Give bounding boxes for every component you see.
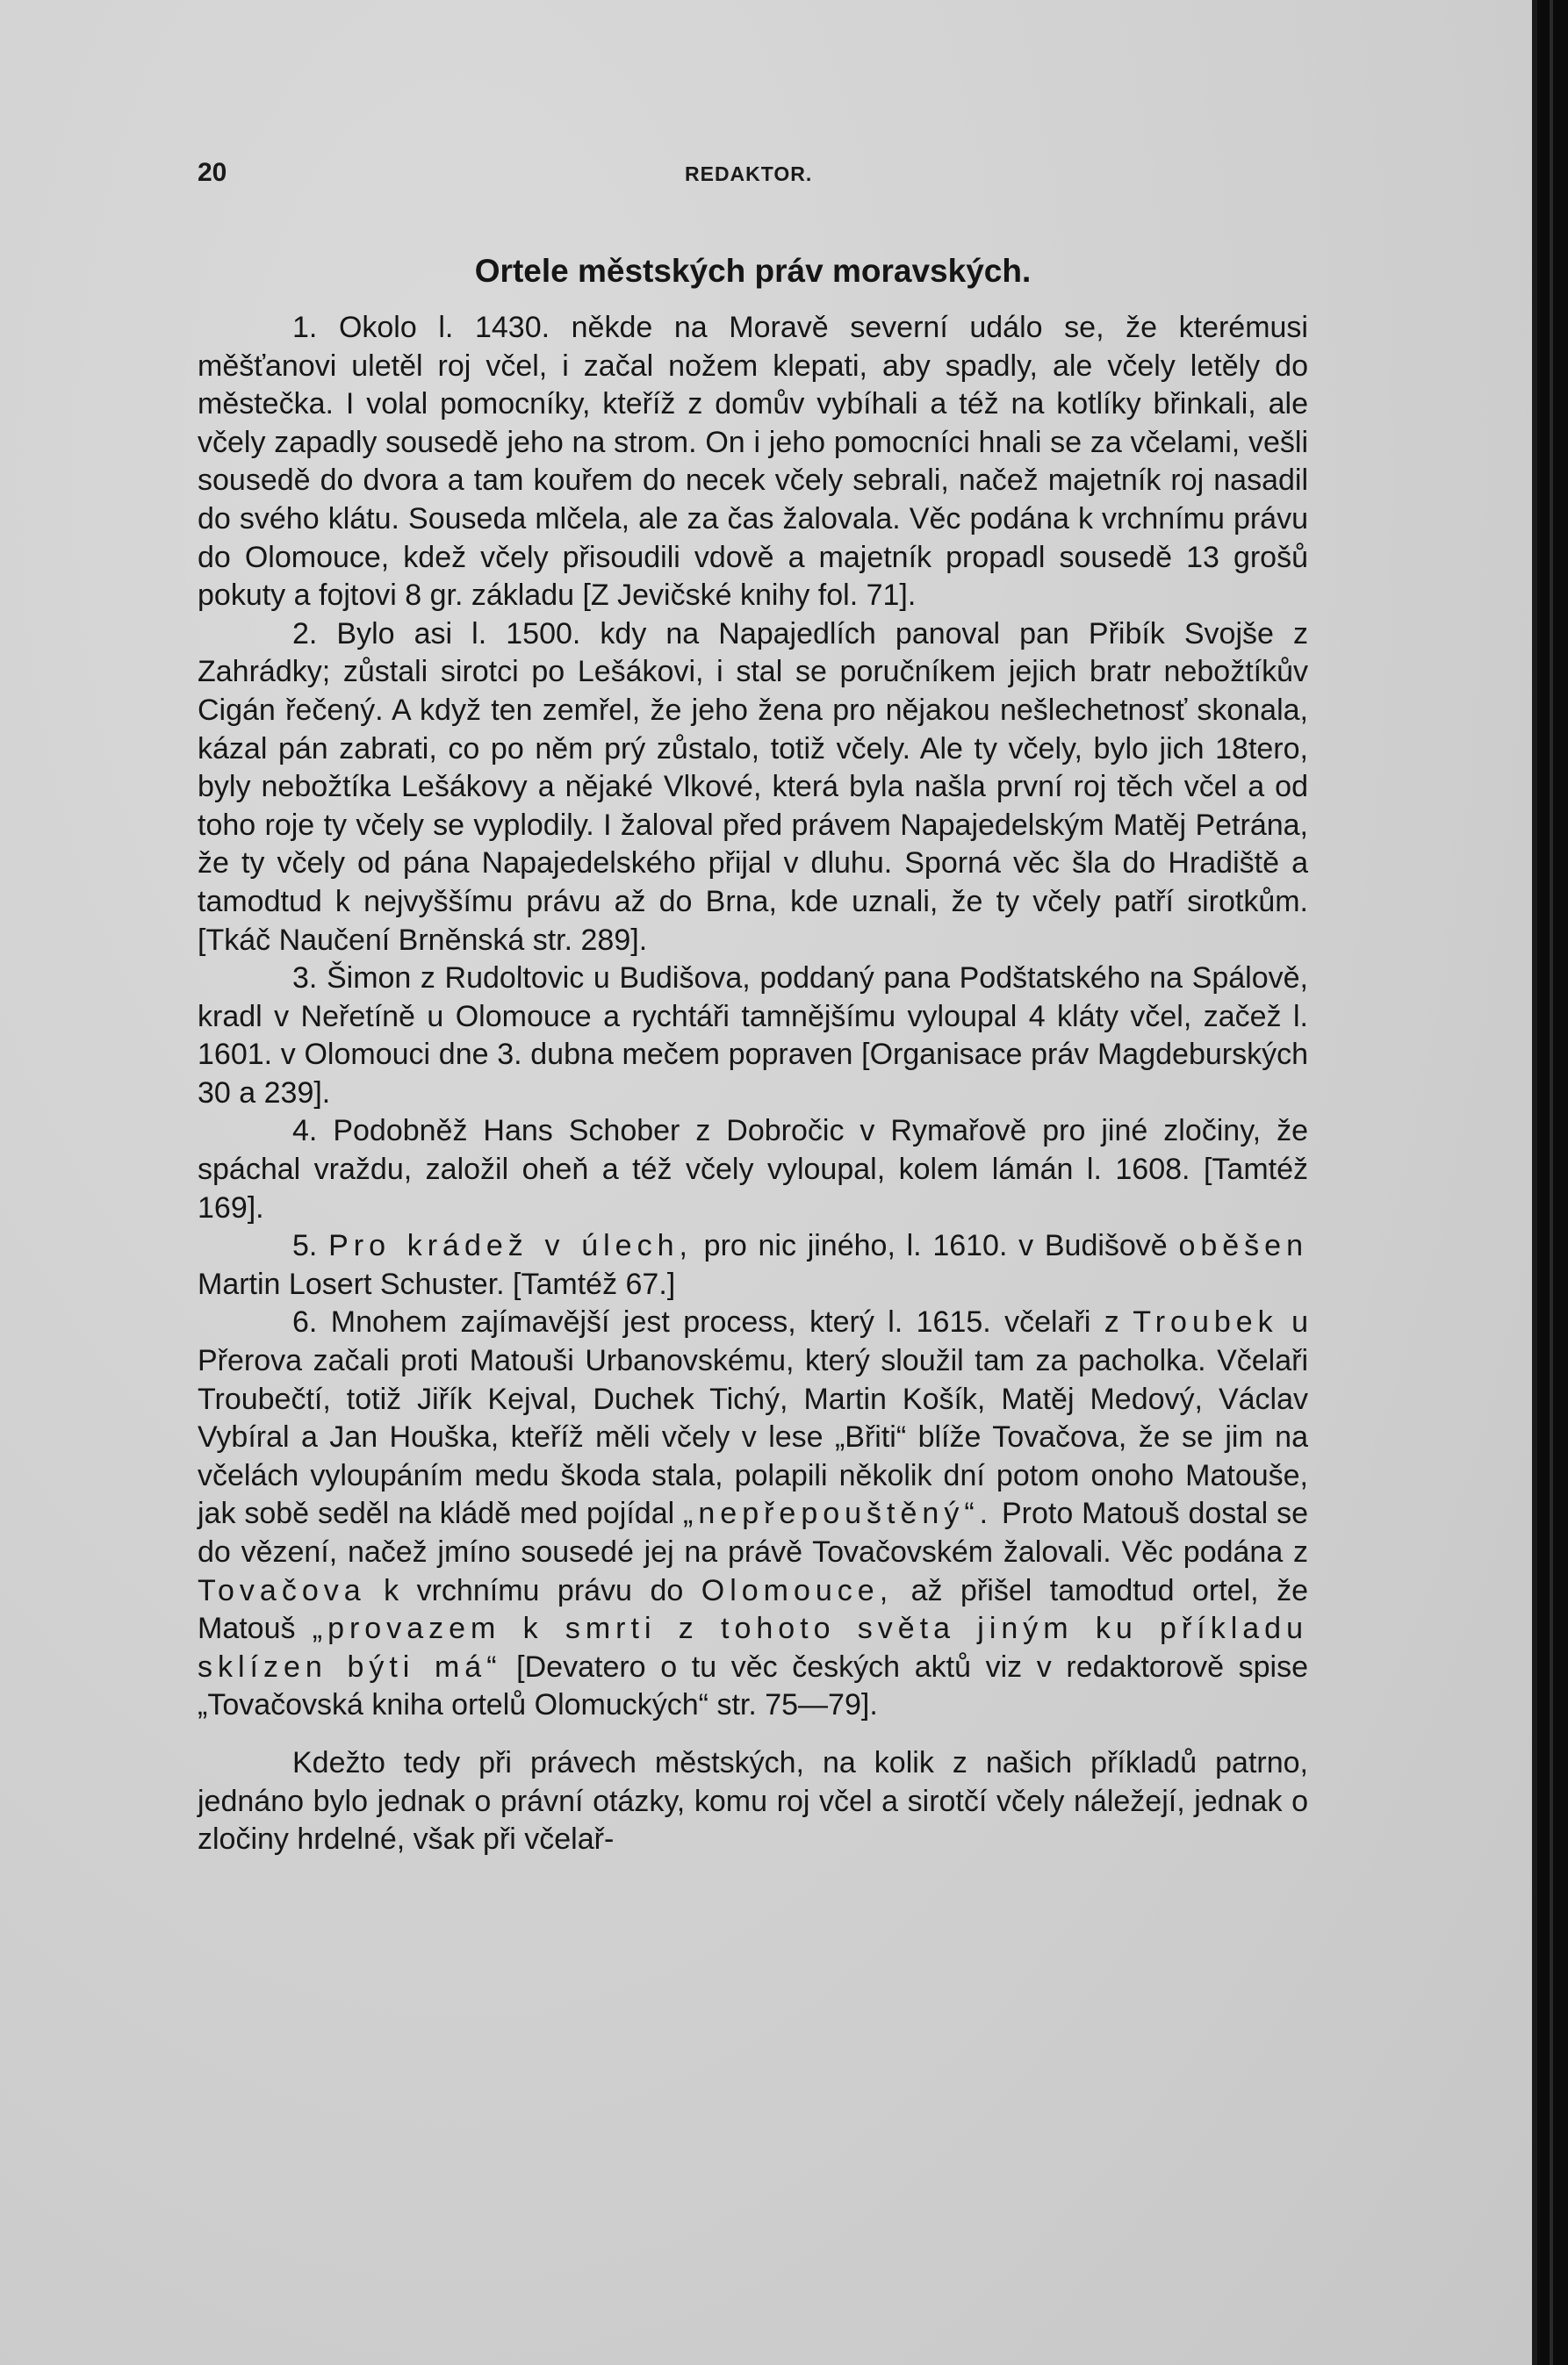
- paragraph-text: 1. Okolo l. 1430. někde na Moravě severní událo se, že kterémusi měšťanovi uletěl roj včel, i začal nožem klepati, aby spadly, ale včely letěly do městečka. I volal pomocníky, kteříž z domův vybíhali a též na kotlíky břinkali, ale včely zapadly sousedě jeho na strom. On i jeho pomocníci hnali se za včelami, vešli sousedě do dvora a tam kouřem do necek včely sebrali, načež majetník roj nasadil do svého klátu. Souseda mlčela, ale za čas žalovala. Věc podána k vrchnímu právu do Olomouce, kdež včely přisoudili vdově a majetník propadl sousedě 13 grošů pokuty a fojtovi 8 gr. základu [Z Jevičské knihy fol. 71].: [198, 311, 1308, 613]
- paragraph-text: [Devatero o tu věc českých aktů viz v redaktorově spise „Tovačovská kniha ortelů Olomuckých“ str. 75—79].: [198, 1650, 1308, 1722]
- paragraph-p6: [198, 1304, 1308, 1725]
- spaced-emphasis-text: oběšen: [1178, 1229, 1308, 1263]
- paragraph-text: 6. Mnohem zajímavější jest process, který l. 1615. včelaři z: [292, 1305, 1133, 1340]
- paragraph-p1: [198, 309, 1308, 615]
- scan-edge-left: [1532, 0, 1537, 2365]
- page-number: 20: [198, 158, 227, 187]
- spaced-emphasis-text: Troubek: [1133, 1305, 1278, 1340]
- running-title: REDAKTOR.: [685, 162, 813, 185]
- paragraph-p4: [198, 1112, 1308, 1227]
- paragraph-text: u Přerova začali proti Matouši Urbanovskému, který sloužil tam za pacholka. Včelaři Troubečtí, totiž Jiřík Kejval, Duchek Tichý, Martin Košík, Matěj Medový, Václav Vybíral a Jan Houška, kteříž měli včely v lese „Břiti“ blíže Tovačova, že se jim na včelách vyloupáním medu škoda stala, polapili několik dní potom onoho Matouše, jak sobě seděl na kládě med pojídal: [198, 1305, 1308, 1531]
- paragraph-text: až přišel tamodtud ortel, že Matouš: [198, 1573, 1308, 1646]
- paragraph-p5: [198, 1227, 1308, 1304]
- paragraph-text: 3. Šimon z Rudoltovic u Budišova, poddaný pana Podštatského na Spálově, kradl v Neřetíně u Olomouce a rychtáři tamnějšímu vyloupal 4 kláty včel, začež l. 1601. v Olomouci dne 3. dubna mečem popraven [Organisace práv Magdeburských 30 a 239].: [198, 961, 1308, 1110]
- article-title: Ortele městských práv moravských.: [474, 253, 1032, 289]
- spaced-emphasis-text: Olomouce,: [701, 1573, 894, 1607]
- spaced-emphasis-text: Pro krádež v úlech,: [328, 1229, 693, 1263]
- running-header: [198, 158, 1308, 193]
- paragraph-p7: [198, 1744, 1308, 1859]
- paragraph-p2: [198, 615, 1308, 960]
- paragraph-text: pro nic jiného, l. 1610. v Budišově: [692, 1229, 1179, 1263]
- paragraph-text: 4. Podobněž Hans Schober z Dobročic v Rymařově pro jiné zločiny, že spáchal vraždu, založil oheň a též včely vyloupal, kolem lámán l. 1608. [Tamtéž 169].: [198, 1114, 1308, 1225]
- spaced-emphasis-text: „provazem k smrti z tohoto světa jiným ku příkladu sklízen býti má“: [198, 1612, 1308, 1684]
- paragraph-text: Martin Losert Schuster. [Tamtéž 67.]: [198, 1267, 676, 1301]
- paragraph-text: 5.: [292, 1229, 329, 1263]
- spaced-emphasis-text: „nepřepouštěný“.: [683, 1497, 994, 1531]
- paragraph-text: Proto Matouš dostal se do vězení, načež jmíno sousedé jej na právě Tovačovském žalovali. Věc podána z: [198, 1497, 1308, 1569]
- paragraph-text: Kdežto tedy při právech městských, na kolik z našich příkladů patrno, jednáno bylo jednak o právní otázky, komu roj včel a sirotčí včely náležejí, jednak o zločiny hrdelné, však při včelař-: [198, 1745, 1308, 1857]
- paragraph-p3: [198, 960, 1308, 1112]
- paragraph-text: k vrchnímu právu do: [365, 1573, 701, 1607]
- paragraph-text: 2. Bylo asi l. 1500. kdy na Napajedlích panoval pan Přibík Svojše z Zahrádky; zůstali sirotci po Lešákovi, i stal se poručníkem jejich bratr nebožtíkův Cigán řečený. A když ten zemřel, že jeho žena pro nějakou nešlechetnosť skonala, kázal pán zabrati, co po něm prý zůstalo, totiž včely. Ale ty včely, bylo jich 18tero, byly nebožtíka Lešákovy a nějaké Vlkové, která byla našla první roj těch včel a od toho roje ty včely se vyplodily. I žaloval před právem Napajedelským Matěj Petrána, že ty včely od pána Napajedelského přijal v dluhu. Sporná věc šla do Hradiště a tamodtud k nejvyššímu právu až do Brna, kde uznali, že ty včely patří sirotkům. [Tkáč Naučení Brněnská str. 289].: [198, 616, 1308, 957]
- article-body: [198, 309, 1308, 1859]
- spaced-emphasis-text: Tovačova: [198, 1573, 366, 1607]
- scan-edge-right: [1550, 0, 1553, 2365]
